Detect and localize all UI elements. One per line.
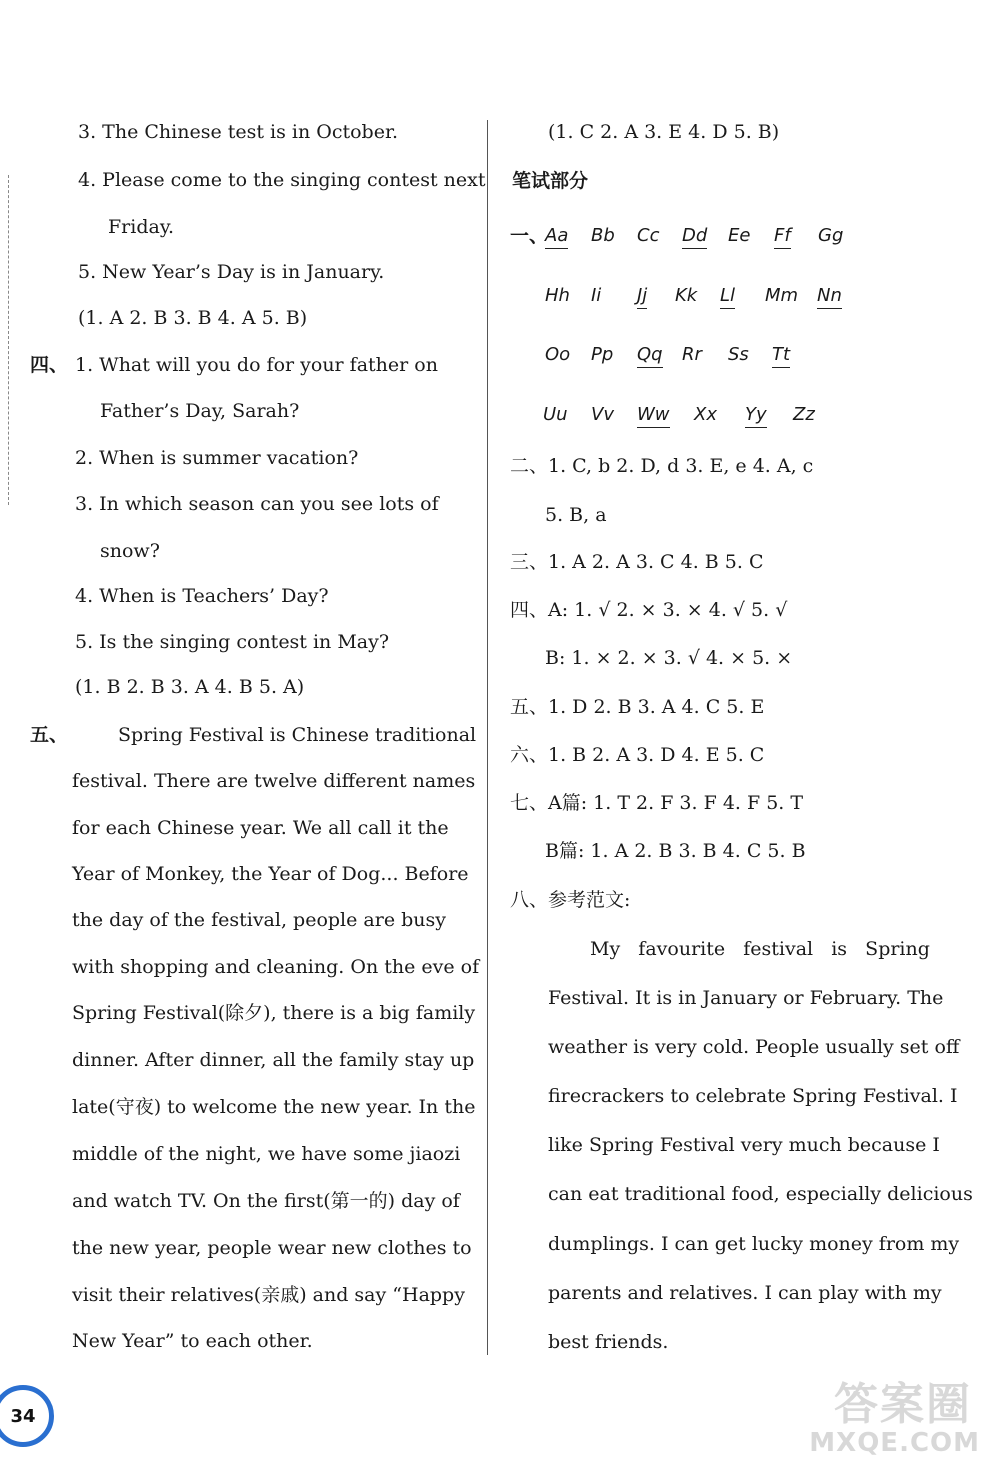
letter-pair: Jj — [637, 287, 647, 309]
letter-pair: Cc — [637, 225, 660, 246]
essay-line: like Spring Festival very much because I — [548, 1134, 940, 1156]
section-4-answers-a: 四、A: 1. √ 2. × 3. × 4. √ 5. √ — [510, 599, 788, 621]
passage-line: dinner. After dinner, all the family stay up — [72, 1049, 475, 1071]
section-5-answers: 五、1. D 2. B 3. A 4. C 5. E — [510, 696, 765, 718]
essay-line: My favourite festival is Spring — [590, 938, 930, 960]
section-1-label: 一、 — [510, 225, 549, 247]
essay-line: dumplings. I can get lucky money from my — [548, 1233, 960, 1255]
letter-pair: Dd — [682, 227, 707, 249]
section-2-answers-cont: 5. B, a — [545, 504, 607, 526]
letter-pair: Aa — [545, 227, 568, 249]
page-number: 34 — [0, 1385, 54, 1447]
letter-pair: Ss — [728, 344, 749, 365]
section-4-label: 四、 — [30, 354, 69, 376]
q4-item-3: 3. In which season can you see lots of — [75, 493, 439, 515]
section-2-answers: 二、1. C, b 2. D, d 3. E, e 4. A, c — [510, 455, 814, 477]
section-7-answers-b: B篇: 1. A 2. B 3. B 4. C 5. B — [545, 840, 806, 862]
letter-pair: Ww — [637, 406, 670, 428]
essay-line: can eat traditional food, especially delicious — [548, 1183, 973, 1205]
page-edge-line — [8, 175, 9, 505]
letter-pair: Kk — [675, 285, 698, 306]
letter-pair: Pp — [591, 344, 614, 365]
section-8-label: 八、参考范文: — [510, 889, 631, 911]
passage-line: festival. There are twelve different names — [72, 770, 476, 792]
section-6-answers: 六、1. B 2. A 3. D 4. E 5. C — [510, 744, 765, 766]
q4-answers: (1. B 2. B 3. A 4. B 5. A) — [75, 676, 305, 698]
written-section-title: 笔试部分 — [512, 170, 589, 192]
section-4-answers-b: B: 1. × 2. × 3. √ 4. × 5. × — [545, 647, 793, 669]
passage-line: New Year” to each other. — [72, 1330, 313, 1352]
passage-line: the day of the festival, people are busy — [72, 909, 446, 931]
letter-pair: Ll — [720, 287, 735, 309]
passage-line: Spring Festival(除夕), there is a big family — [72, 1002, 476, 1024]
letter-pair: Nn — [817, 287, 842, 309]
letter-pair: Mm — [765, 285, 799, 306]
passage-line: the new year, people wear new clothes to — [72, 1237, 472, 1259]
essay-line: weather is very cold. People usually set off — [548, 1036, 960, 1058]
letter-pair: Oo — [545, 344, 571, 365]
passage-line: for each Chinese year. We all call it the — [72, 817, 449, 839]
listening-answers: (1. C 2. A 3. E 4. D 5. B) — [548, 121, 780, 143]
passage-line: late(守夜) to welcome the new year. In the — [72, 1096, 476, 1118]
passage-line: Year of Monkey, the Year of Dog... Before — [72, 863, 469, 885]
q3-item-4: 4. Please come to the singing contest next — [78, 169, 486, 191]
passage-line: with shopping and cleaning. On the eve of — [72, 956, 480, 978]
q4-item-1: 1. What will you do for your father on — [75, 354, 438, 376]
watermark-url: MXQE.COM — [809, 1428, 980, 1458]
passage-line: Spring Festival is Chinese traditional — [118, 724, 477, 746]
q4-item-3-cont: snow? — [100, 540, 160, 562]
q3-answers: (1. A 2. B 3. B 4. A 5. B) — [78, 307, 308, 329]
watermark-logo: 答案圈 — [834, 1379, 972, 1430]
q4-item-5: 5. Is the singing contest in May? — [75, 631, 390, 653]
passage-line: and watch TV. On the first(第一的) day of — [72, 1190, 460, 1212]
letter-pair: Vv — [591, 404, 614, 425]
q4-item-1-cont: Father’s Day, Sarah? — [100, 400, 300, 422]
letter-pair: Bb — [591, 225, 615, 246]
letter-pair: Tt — [772, 346, 790, 368]
letter-pair: Xx — [694, 404, 717, 425]
passage-line: visit their relatives(亲戚) and say “Happy — [72, 1284, 465, 1306]
q3-item-3: 3. The Chinese test is in October. — [78, 121, 398, 143]
column-divider — [487, 120, 488, 1355]
essay-line: Festival. It is in January or February. The — [548, 987, 944, 1009]
q3-item-5: 5. New Year’s Day is in January. — [78, 261, 385, 283]
q4-item-2: 2. When is summer vacation? — [75, 447, 359, 469]
letter-pair: Zz — [793, 404, 815, 425]
essay-line: parents and relatives. I can play with my — [548, 1282, 942, 1304]
section-7-answers-a: 七、A篇: 1. T 2. F 3. F 4. F 5. T — [510, 792, 804, 814]
letter-pair: Hh — [545, 285, 570, 306]
letter-pair: Rr — [682, 344, 702, 365]
letter-pair: Uu — [543, 404, 568, 425]
letter-pair: Ii — [591, 285, 602, 306]
letter-pair: Qq — [637, 346, 663, 368]
q3-item-4-cont: Friday. — [108, 216, 175, 238]
section-3-answers: 三、1. A 2. A 3. C 4. B 5. C — [510, 551, 764, 573]
letter-pair: Ee — [728, 225, 751, 246]
passage-line: middle of the night, we have some jiaozi — [72, 1143, 461, 1165]
essay-line: firecrackers to celebrate Spring Festival. I — [548, 1085, 958, 1107]
q4-item-4: 4. When is Teachers’ Day? — [75, 585, 329, 607]
section-5-label: 五、 — [30, 724, 69, 746]
letter-pair: Yy — [745, 406, 767, 428]
letter-pair: Ff — [774, 227, 791, 249]
essay-line: best friends. — [548, 1331, 669, 1353]
letter-pair: Gg — [818, 225, 844, 246]
